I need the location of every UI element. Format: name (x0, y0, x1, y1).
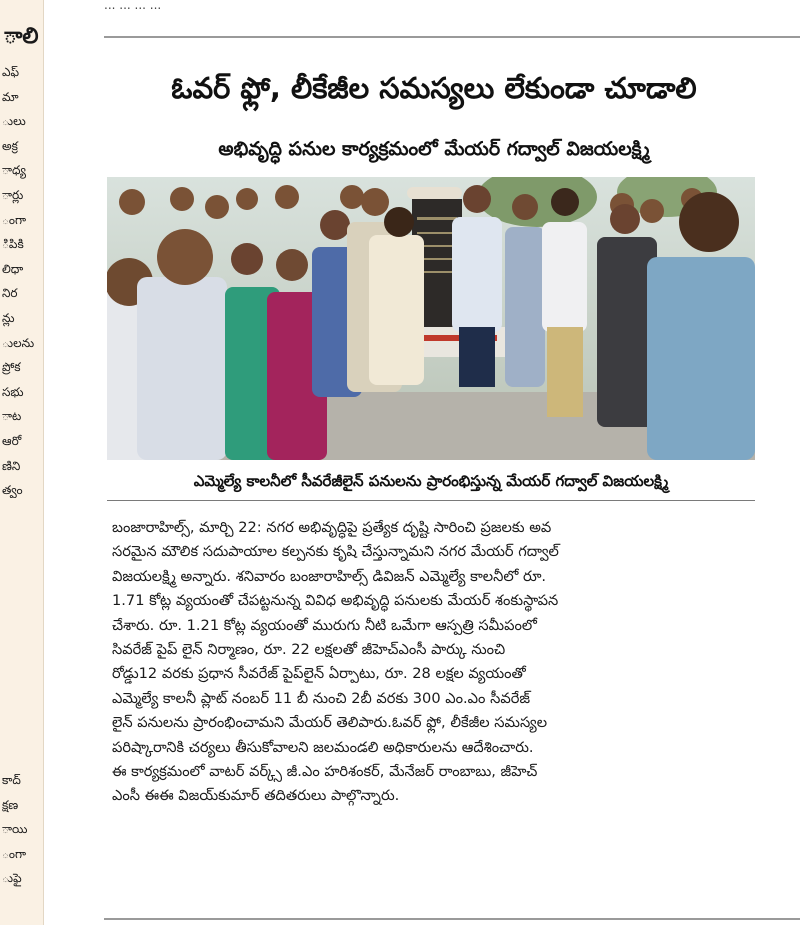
left-column-line-fragment: ప్రోక (2, 360, 21, 375)
left-column-line-fragment: ఆరో (2, 434, 22, 448)
left-column-line-fragment: ుఫై (2, 871, 22, 886)
left-column-line-fragment: ాధ్య (2, 163, 26, 178)
previous-article-cutoff: ... ... ... ... (104, 0, 162, 10)
article-bottom-rule (104, 918, 800, 920)
left-column-line-fragment: త్వం (2, 483, 23, 498)
article-body-line: పరిష్కారానికి చర్యలు తీసుకోవాలని జలమండలి అధికారులను ఆదేశించారు. (112, 738, 534, 756)
left-column-line-fragment: ులు (2, 114, 26, 129)
left-column-line-fragment: ణిని (2, 458, 21, 473)
left-column-line-fragment: మా (2, 89, 19, 104)
article-subheadline: అభివృద్ధి పనుల కార్యక్రమంలో మేయర్ గద్వాల్ విజయలక్ష్మి (218, 138, 650, 160)
photo-caption: ఎమ్మెల్యే కాలనీలో సీవరేజీలైన్ పనులను ప్రారంభిస్తున్న మేయర్ గద్వాల్ విజయలక్ష్మి (193, 472, 669, 490)
left-column-line-fragment: కాద్ (2, 773, 21, 787)
left-column-heading-fragment: ాలి (4, 24, 39, 49)
left-column-line-fragment: నిర (2, 286, 18, 301)
left-column-line-fragment: ంగా (2, 212, 27, 227)
news-photo (107, 177, 755, 460)
article-body-line: బంజారాహిల్స్, మార్చి 22: నగర అభివృద్ధిపై ప్రత్యేక దృష్టి సారించి ప్రజలకు అవ (112, 519, 552, 536)
article-body-line: రోడ్డు12 వరకు ప్రధాన సీవరేజ్ పైప్‌లైన్ ఏర్పాటు, రూ. 28 లక్షల వ్యయంతో (112, 665, 526, 683)
left-column-line-fragment: క్షణ (2, 797, 19, 812)
article-body-line: ఈ కార్యక్రమంలో వాటర్ వర్క్స్ జీ.ఎం హరిశంకర్, మేనేజర్ రాంబాబు, జీహెచ్ (112, 763, 538, 781)
left-column-fragment (0, 0, 44, 925)
left-column-line-fragment: సభు (2, 384, 24, 399)
article-top-rule (104, 36, 800, 38)
article-body-line: చేశారు. రూ. 1.21 కోట్ల వ్యయంతో మురుగు నీటి ఒమేగా ఆస్పత్రి సమీపంలో (112, 616, 537, 634)
left-column-line-fragment: న్లు (2, 311, 15, 325)
article-body-line: 1.71 కోట్ల వ్యయంతో చేపట్టనున్న వివిధ అభివృద్ధి పనులకు మేయర్ శంకుస్థాపన (112, 592, 559, 610)
article-body (112, 516, 762, 809)
article-body-line: లైన్ పనులను ప్రారంభించామని మేయర్ తెలిపారు.ఓవర్ ఫ్లో, లీకేజీల సమస్యల (112, 714, 548, 732)
article-body-line: ఎమ్మెల్యే కాలనీ ప్లాట్ నంబర్ 11 బీ నుంచి 2బీ వరకు 300 ఎం.ఎం సీవరేజ్ (112, 689, 531, 707)
left-column-line-fragment: లిధా (2, 261, 24, 276)
left-column-line-fragment: ంగా (2, 846, 27, 861)
article-headline: ఓవర్ ఫ్లో, లీకేజీల సమస్యలు లేకుండా చూడాలి (171, 71, 697, 105)
news-photo-illustration (107, 177, 755, 460)
caption-rule (107, 500, 755, 501)
left-column-line-fragment: అక్ర (2, 138, 18, 153)
left-column-line-fragment: ిపికి (2, 237, 24, 252)
article-body-line: సివరేజ్ పైప్ లైన్ నిర్మాణం, రూ. 22 లక్షలతో జీహెచ్ఎంసీ పార్కు నుంచి (112, 641, 506, 659)
article-body-line: సరమైన మౌలిక సదుపాయాల కల్పనకు కృషి చేస్తున్నామని నగర మేయర్ గద్వాల్ (112, 543, 559, 561)
left-column-line-fragment: ాయి (2, 822, 28, 837)
left-column-line-fragment: ఎఫ్ (2, 65, 20, 79)
left-column-line-fragment: ాట (2, 409, 22, 424)
left-column-line-fragment: ార్లు (2, 188, 24, 202)
left-column-line-fragment: ులను (2, 335, 35, 350)
article-body-line: విజయలక్ష్మి అన్నారు. శనివారం బంజారాహిల్స్ డివిజన్ ఎమ్మెల్యే కాలనీలో రూ. (112, 567, 547, 585)
article-body-line: ఎంసీ ఈఈ విజయ్‌కుమార్ తదితరులు పాల్గొన్నారు. (112, 787, 400, 805)
